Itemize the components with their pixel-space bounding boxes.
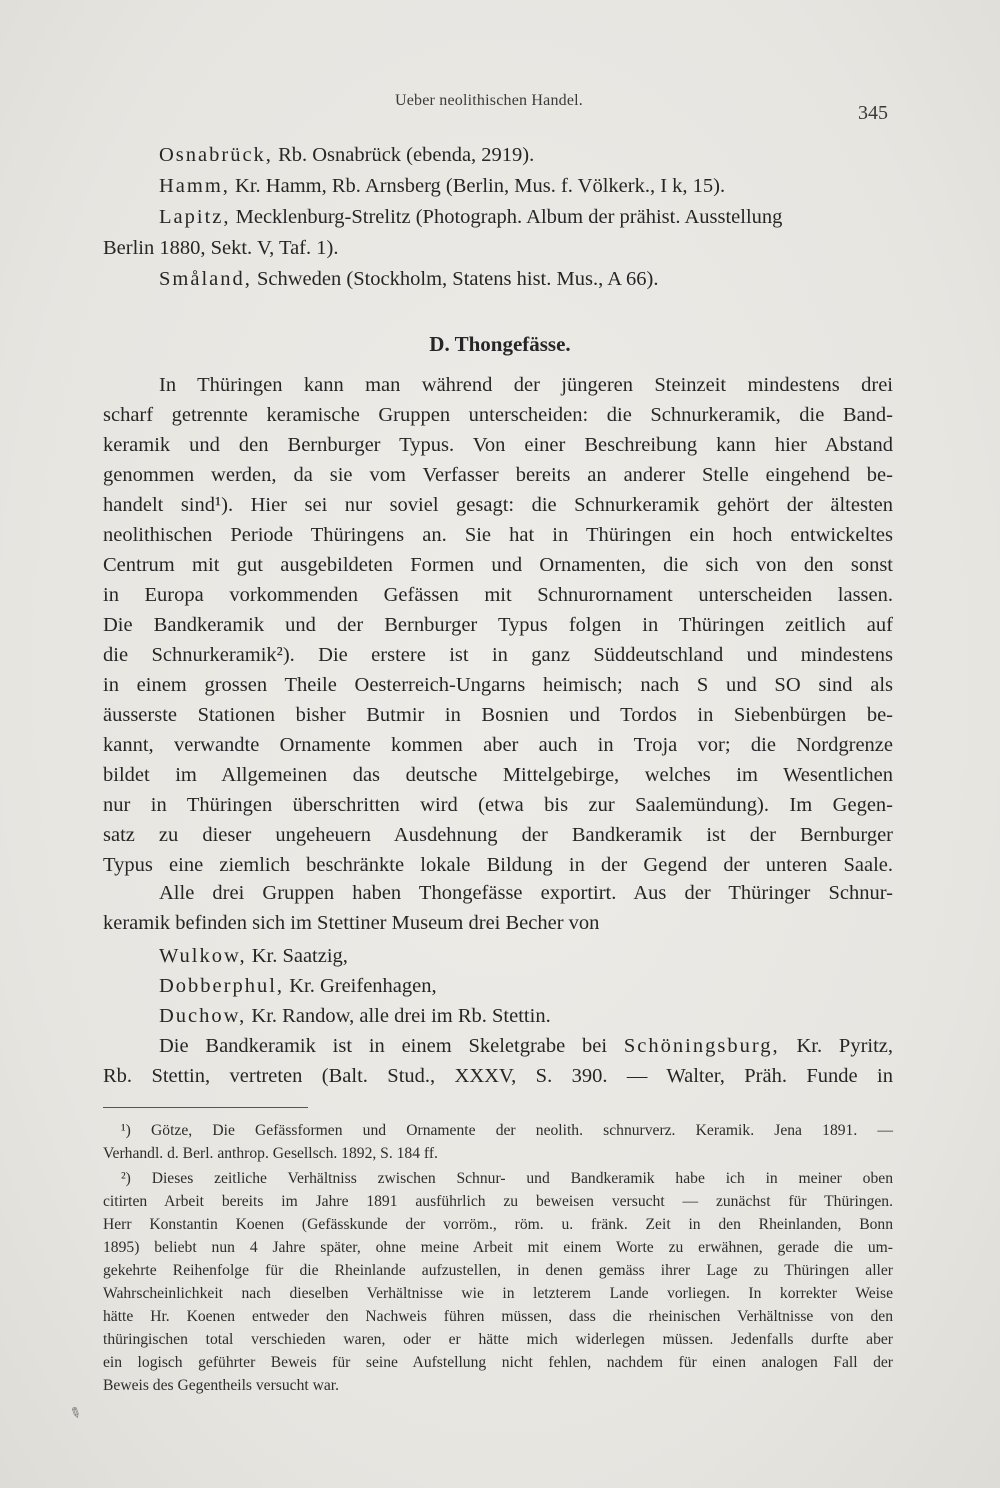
text-line: nur in Thüringen überschritten wird (etwa bis zur Saalemündung). Im Gegen- [103,794,893,816]
footnote-line: ¹) Götze, Die Gefässformen und Ornamente der neolith. schnurverz. Keramik. Jena 1891. — [121,1122,893,1139]
text-line: kannt, verwandte Ornamente kommen aber auch in Troja vor; die Nordgrenze [103,734,893,756]
text-line: handelt sind¹). Hier sei nur soviel gesagt: die Schnurkeramik gehört der ältesten [103,494,893,516]
paper-mark: ✎ [66,1404,84,1424]
footnote-line: Beweis des Gegentheils versucht war. [103,1377,340,1394]
page-header [0,92,1000,122]
running-title: Ueber neolithischen Handel. [395,92,584,109]
text-line: Typus eine ziemlich beschränkte lokale Bildung in der Gegend der unteren Saale. [103,854,893,876]
footnote-line: thüringischen total verschieden waren, oder er hätte mich widerlegen müssen. Jedenfalls durfte aber [103,1331,893,1348]
text-line: keramik befinden sich im Stettiner Museum drei Becher von [103,912,600,934]
footnote-line: hätte Hr. Koenen entweder den Nachweis führen müssen, dass die rheinischen Verhältnisse von den [103,1308,893,1325]
text-line: in einem grossen Theile Oesterreich-Ungarns heimisch; nach S und SO sind als [103,674,893,696]
footnote-rule [103,1107,308,1108]
location-entry: Hamm, Kr. Hamm, Rb. Arnsberg (Berlin, Mus. f. Völkerk., I k, 15). [159,175,726,197]
text-line: bildet im Allgemeinen das deutsche Mittelgebirge, welches im Wesentlichen [103,764,893,786]
text-line: die Schnurkeramik²). Die erstere ist in ganz Süddeutschland und mindestens [103,644,893,666]
location-entry: Wulkow, Kr. Saatzig, [159,945,348,967]
location-entry: Osnabrück, Rb. Osnabrück (ebenda, 2919). [159,144,535,166]
text-line: äusserste Stationen bisher Butmir in Bosnien und Tordos in Siebenbürgen be- [103,704,893,726]
text-line: Rb. Stettin, vertreten (Balt. Stud., XXXV, S. 390. — Walter, Präh. Funde in [103,1065,893,1087]
text-line: neolithischen Periode Thüringens an. Sie hat in Thüringen ein hoch entwickeltes [103,524,893,546]
footnote-line: ein logisch geführter Beweis für seine Aufstellung nicht fehlen, nachdem für einen analogen Fall der [103,1354,893,1371]
location-entry: Dobberphul, Kr. Greifenhagen, [159,975,437,997]
location-entry: Lapitz, Mecklenburg-Strelitz (Photograph. Album der prähist. Ausstellung [159,206,783,228]
text-line: keramik und den Bernburger Typus. Von einer Beschreibung kann hier Abstand [103,434,893,456]
text-line: Die Bandkeramik ist in einem Skeletgrabe bei Schöningsburg, Kr. Pyritz, [159,1035,894,1057]
footnote-line: Herr Konstantin Koenen (Gefässkunde der vorröm., röm. u. fränk. Zeit in den Rheinlanden, Bonn [103,1216,893,1233]
location-entry: Duchow, Kr. Randow, alle drei im Rb. Stettin. [159,1005,551,1027]
footnote-line: citirten Arbeit bereits im Jahre 1891 ausführlich zu beweisen versucht — zunächst für Thüringen. [103,1193,893,1210]
text-line: In Thüringen kann man während der jüngeren Steinzeit mindestens drei [159,374,893,396]
section-heading: D. Thongefässe. [429,332,571,356]
location-entry: Småland, Schweden (Stockholm, Statens hist. Mus., A 66). [159,268,659,290]
text-line: Die Bandkeramik und der Bernburger Typus folgen in Thüringen zeitlich auf [103,614,893,636]
text-line: Alle drei Gruppen haben Thongefässe exportirt. Aus der Thüringer Schnur- [159,882,893,904]
text-line: genommen werden, da sie vom Verfasser bereits an anderer Stelle eingehend be- [103,464,893,486]
footnote-line: Verhandl. d. Berl. anthrop. Gesellsch. 1892, S. 184 ff. [103,1145,438,1162]
page-number: 345 [858,102,888,124]
footnote-line: Wahrscheinlichkeit nach dieselben Verhältnisse wie in letzterem Lande vorliegen. In korrekter Weise [103,1285,893,1302]
text-line: in Europa vorkommenden Gefässen mit Schnurornament unterscheiden lassen. [103,584,893,606]
text-line: scharf getrennte keramische Gruppen unterscheiden: die Schnurkeramik, die Band- [103,404,893,426]
text-line: Centrum mit gut ausgebildeten Formen und Ornamenten, die sich von den sonst [103,554,893,576]
text-line: satz zu dieser ungeheuern Ausdehnung der Bandkeramik ist der Bernburger [103,824,893,846]
location-entry-continuation: Berlin 1880, Sekt. V, Taf. 1). [103,237,339,259]
footnote-line: 1895) beliebt nun 4 Jahre später, ohne meine Arbeit mit einem Worte zu erwähnen, gerade die um- [103,1239,893,1256]
footnote-line: ²) Dieses zeitliche Verhältniss zwischen Schnur- und Bandkeramik habe ich in meiner oben [121,1170,893,1187]
footnote-line: gekehrte Reihenfolge für die Rheinlande aufzustellen, in denen gemäss ihrer Lage zu Thüringen aller [103,1262,893,1279]
